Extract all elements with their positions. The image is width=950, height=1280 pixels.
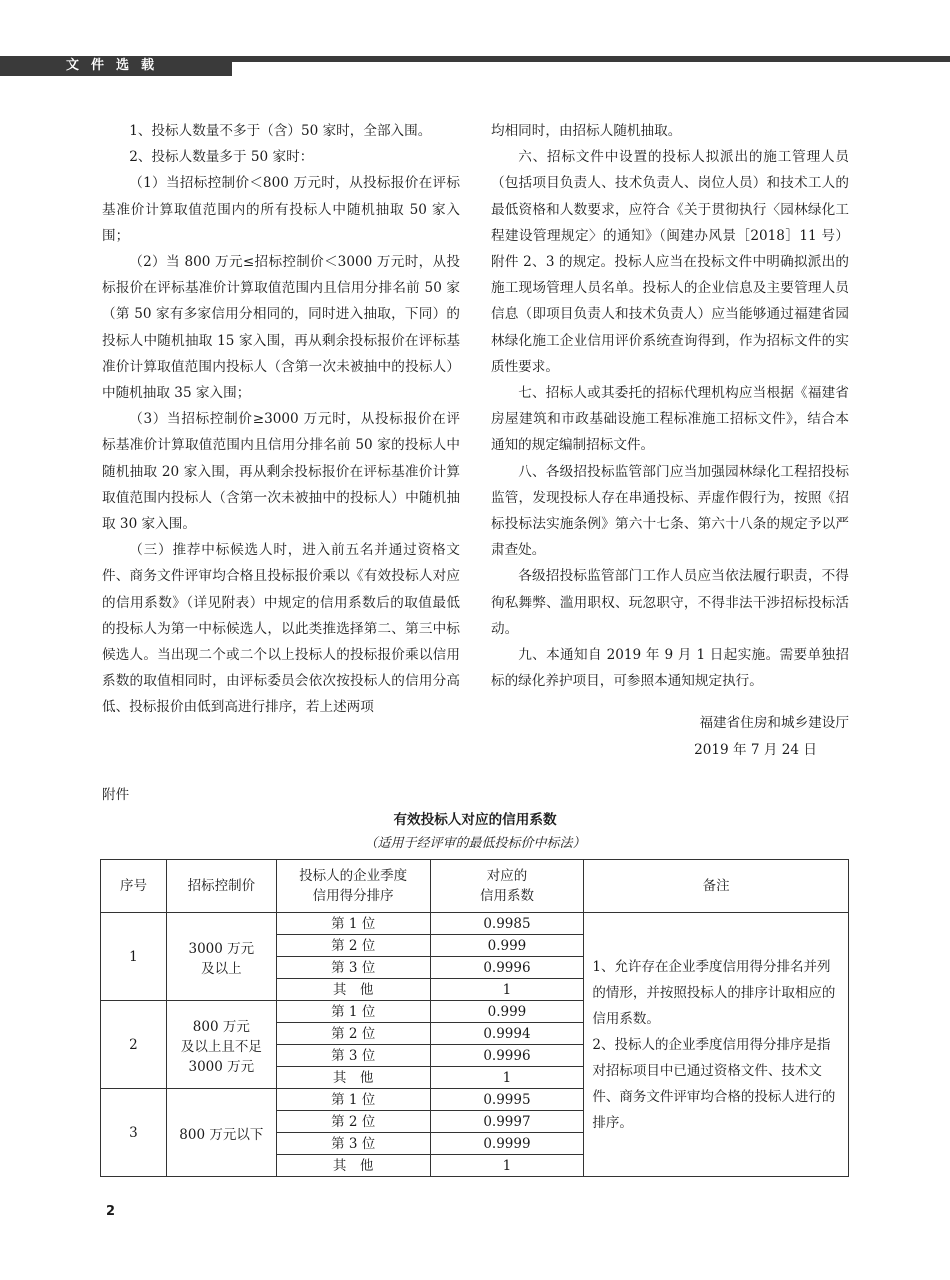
group-no: 1 — [101, 913, 167, 1001]
paragraph: 各级招投标监管部门工作人员应当依法履行职责，不得徇私舞弊、滥用职权、玩忽职守，不得非法干涉招标投标活动。 — [491, 568, 849, 637]
paragraph: （2）当 800 万元≤招标控制价＜3000 万元时，从投标报价在评标基准价计算取值范围内且信用分排名前 50 家（第 50 家有多家信用分相同的，同时进入抽取，下同）的投标人中随机抽取 15 家入围，再从剩余投标报价在评标基准价计算取值范围内投标人（含第一次未被抽中的投标人）中随机抽取 35 家入围； — [102, 254, 460, 402]
paragraph: 六、招标文件中设置的投标人拟派出的施工管理人员（包括项目负责人、技术负责人、岗位人员）和技术工人的最低资格和人数要求，应符合《关于贯彻执行〈园林绿化工程建设管理规定〉的通知》（闽建办风景［2018］11 号）附件 2、3 的规定。投标人应当在投标文件中明确拟派出的施工现场管理人员名单。投标人的企业信息及主要管理人员信息（即项目负责人和技术负责人）应当能够通过福建省园林绿化施工企业信用评价系统查询得到，作为招标文件的实质性要求。 — [491, 149, 849, 375]
header-no: 序号 — [101, 860, 167, 913]
paragraph: （三）推荐中标候选人时，进入前五名并通过资格文件、商务文件评审均合格且投标报价乘以《有效投标人对应的信用系数》（详见附表）中规定的信用系数后的取值最低的投标人为第一中标候选人，以此类推选择第二、第三中标候选人。当出现二个或二个以上投标人的投标报价乘以信用系数的取值相同时，由评标委员会依次按投标人的信用分高低、投标报价由低到高进行排序，若上述两项 — [102, 542, 460, 716]
section-label: 文件选载 — [0, 56, 232, 76]
coefficient-cell: 0.999 — [430, 935, 584, 957]
rank-cell: 其 他 — [276, 1155, 430, 1177]
group-control-price: 800 万元 及以上且不足 3000 万元 — [166, 1001, 276, 1089]
left-column — [102, 118, 460, 721]
group-control-price: 3000 万元 及以上 — [166, 913, 276, 1001]
header-remarks: 备注 — [584, 860, 849, 913]
coefficient-cell: 0.9995 — [430, 1089, 584, 1111]
rank-cell: 其 他 — [276, 1067, 430, 1089]
rank-cell: 第 3 位 — [276, 1133, 430, 1155]
group-no: 2 — [101, 1001, 167, 1089]
coefficient-cell: 0.9999 — [430, 1133, 584, 1155]
rank-cell: 第 3 位 — [276, 957, 430, 979]
coefficient-cell: 0.9985 — [430, 913, 584, 935]
rank-cell: 其 他 — [276, 979, 430, 1001]
group-control-price: 800 万元以下 — [166, 1089, 276, 1177]
paragraph: （1）当招标控制价＜800 万元时，从投标报价在评标基准价计算取值范围内的所有投标人中随机抽取 50 家入围； — [102, 175, 460, 244]
rank-cell: 第 2 位 — [276, 1023, 430, 1045]
paragraph: 1、投标人数量不多于（含）50 家时，全部入围。 — [129, 123, 432, 139]
header-coefficient: 对应的 信用系数 — [430, 860, 584, 913]
rank-cell: 第 1 位 — [276, 913, 430, 935]
paragraph: 2、投标人数量多于 50 家时： — [129, 149, 314, 166]
signature-date: 2019 年 7 月 24 日 — [694, 741, 817, 758]
remark-item: 2、投标人的企业季度信用得分排序是指对招标项目中已通过资格文件、技术文件、商务文件评审均合格的投标人进行的排序。 — [592, 1036, 836, 1131]
right-column — [491, 118, 849, 763]
table-header-row — [101, 860, 849, 913]
coefficient-cell: 0.9996 — [430, 957, 584, 979]
coefficient-cell: 0.9996 — [430, 1045, 584, 1067]
rank-cell: 第 1 位 — [276, 1089, 430, 1111]
header-control-price: 招标控制价 — [166, 860, 276, 913]
coefficient-cell: 0.9994 — [430, 1023, 584, 1045]
coefficient-cell: 1 — [430, 979, 584, 1001]
rank-cell: 第 2 位 — [276, 1111, 430, 1133]
remark-item: 1、允许存在企业季度信用得分排名并列的情形，并按照投标人的排序计取相应的信用系数。 — [592, 958, 836, 1027]
header-bar — [0, 56, 950, 76]
paragraph: （3）当招标控制价≥3000 万元时，从投标报价在评标基准价计算取值范围内且信用分排名前 50 家的投标人中随机抽取 20 家入围，再从剩余投标报价在评标基准价计算取值范围内投标人（含第一次未被抽中的投标人）中随机抽取 30 家入围。 — [102, 411, 460, 533]
coefficient-cell: 0.999 — [430, 1001, 584, 1023]
group-no: 3 — [101, 1089, 167, 1177]
remarks-cell — [584, 913, 849, 1177]
table-row — [101, 913, 849, 935]
signature-block — [491, 710, 849, 762]
continued-paragraph: 均相同时，由招标人随机抽取。 — [491, 123, 682, 139]
paragraph: 七、招标人或其委托的招标代理机构应当根据《福建省房屋建筑和市政基础设施工程标准施工招标文件》，结合本通知的规定编制招标文件。 — [491, 385, 849, 454]
rank-cell: 第 1 位 — [276, 1001, 430, 1023]
appendix-label: 附件 — [102, 787, 130, 803]
header-rule — [232, 56, 950, 62]
coefficient-cell: 0.9997 — [430, 1111, 584, 1133]
coefficient-cell: 1 — [430, 1155, 584, 1177]
rank-cell: 第 3 位 — [276, 1045, 430, 1067]
header-rank: 投标人的企业季度 信用得分排序 — [276, 860, 430, 913]
paragraph: 八、各级招投标监管部门应当加强园林绿化工程招投标监管，发现投标人存在串通投标、弄虚作假行为，按照《招标投标法实施条例》第六十七条、第六十八条的规定予以严肃查处。 — [491, 463, 849, 559]
table-title: 有效投标人对应的信用系数 — [393, 812, 557, 828]
signature-org: 福建省住房和城乡建设厅 — [699, 715, 849, 732]
table-subtitle: （适用于经评审的最低投标价中标法） — [364, 836, 586, 851]
page-number: 2 — [106, 1204, 116, 1219]
rank-cell: 第 2 位 — [276, 935, 430, 957]
coefficient-cell: 1 — [430, 1067, 584, 1089]
paragraph: 九、本通知自 2019 年 9 月 1 日起实施。需要单独招标的绿化养护项目，可参照本通知规定执行。 — [491, 647, 849, 690]
credit-coefficient-table — [100, 859, 849, 1177]
